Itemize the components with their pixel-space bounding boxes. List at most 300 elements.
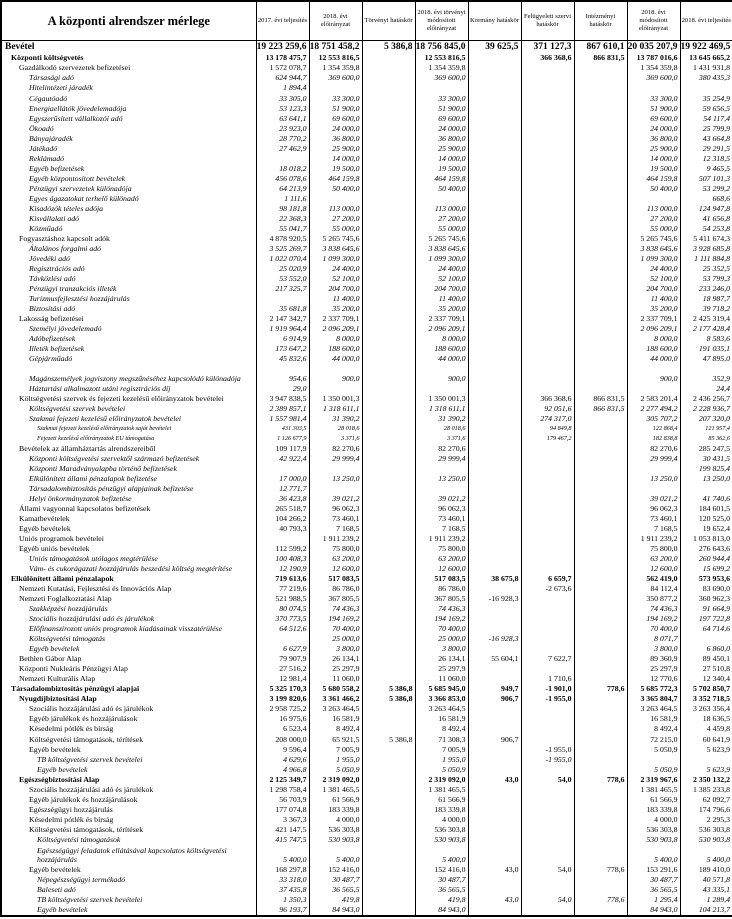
- table-row: [1, 103, 732, 113]
- table-row: [1, 874, 732, 884]
- cell-value: 6 659,7: [521, 574, 574, 584]
- cell-value: [574, 374, 627, 384]
- cell-value: [256, 634, 309, 644]
- cell-value: 194 169,2: [415, 614, 468, 624]
- table-row: [1, 744, 732, 754]
- cell-value: 536 303,8: [627, 824, 680, 834]
- cell-value: 7 168,5: [627, 524, 680, 534]
- cell-value: 5 400,0: [309, 844, 362, 864]
- cell-value: [468, 484, 521, 494]
- cell-value: 12 553 816,5: [415, 53, 468, 63]
- cell-value: [627, 464, 680, 474]
- row-label: Egyéb bevételek: [1, 644, 256, 654]
- row-label: Központi Maradványalapba történő befizetések: [1, 464, 256, 474]
- cell-value: 5 050,9: [415, 764, 468, 774]
- table-row: [1, 584, 732, 594]
- cell-value: 94 849,8: [521, 424, 574, 434]
- cell-value: 866 831,5: [574, 394, 627, 404]
- cell-value: [574, 874, 627, 884]
- cell-value: [574, 594, 627, 604]
- cell-value: [468, 534, 521, 544]
- table-row: [1, 313, 732, 323]
- cell-value: [521, 63, 574, 73]
- cell-value: [521, 644, 574, 654]
- cell-value: 456 078,6: [256, 173, 309, 183]
- cell-value: 18 636,5: [680, 714, 732, 724]
- cell-value: 109 117,9: [256, 444, 309, 454]
- cell-value: 7 622,7: [521, 654, 574, 664]
- cell-value: 39 021,2: [415, 494, 468, 504]
- table-row: [1, 384, 732, 394]
- cell-value: 5 702 850,7: [680, 684, 732, 694]
- cell-value: 63 200,0: [309, 554, 362, 564]
- row-label: Bevételek az államháztartás alrendszereiből: [1, 444, 256, 454]
- table-row: [1, 814, 732, 824]
- cell-value: 900,0: [627, 374, 680, 384]
- table-row: [1, 323, 732, 333]
- cell-value: 1 557 981,4: [256, 414, 309, 424]
- cell-value: 29 999,4: [309, 454, 362, 464]
- cell-value: [574, 664, 627, 674]
- cell-value: [468, 143, 521, 153]
- cell-value: 188 600,0: [627, 343, 680, 353]
- cell-value: [468, 364, 521, 374]
- table-row: [1, 273, 732, 283]
- cell-value: 12 771,7: [256, 484, 309, 494]
- cell-value: [574, 764, 627, 774]
- cell-value: 2 295,3: [680, 814, 732, 824]
- cell-value: [574, 754, 627, 764]
- row-label: Baleseti adó: [1, 884, 256, 894]
- table-row: [1, 834, 732, 844]
- cell-value: 5 325 170,3: [256, 684, 309, 694]
- cell-value: 1 350 001,3: [309, 394, 362, 404]
- cell-value: [468, 173, 521, 183]
- cell-value: [574, 744, 627, 754]
- cell-value: 13 178 475,7: [256, 53, 309, 63]
- row-label: Bányajáradék: [1, 133, 256, 143]
- cell-value: [256, 364, 309, 374]
- cell-value: 350 877,2: [627, 594, 680, 604]
- cell-value: [521, 243, 574, 253]
- row-label: Költségvetési támogatás: [1, 634, 256, 644]
- row-label: Turizmusfejlesztési hozzájárulás: [1, 293, 256, 303]
- cell-value: 8 000,0: [309, 333, 362, 343]
- cell-value: [574, 514, 627, 524]
- cell-value: 86 786,0: [415, 584, 468, 594]
- cell-value: 573 953,6: [680, 574, 732, 584]
- cell-value: 26 134,1: [309, 654, 362, 664]
- cell-value: [574, 634, 627, 644]
- row-label: Előfinanszírozott uniós programok kiadásainak visszatérülése: [1, 624, 256, 634]
- cell-value: [521, 474, 574, 484]
- cell-value: 40 571,8: [680, 874, 732, 884]
- cell-value: 52 100,0: [415, 273, 468, 283]
- cell-value: 61 566,9: [627, 794, 680, 804]
- cell-value: 352,9: [680, 374, 732, 384]
- cell-value: 191 035,1: [680, 343, 732, 353]
- cell-value: 89 450,1: [680, 654, 732, 664]
- cell-value: [521, 143, 574, 153]
- cell-value: [415, 384, 468, 394]
- row-label: Közműadó: [1, 223, 256, 233]
- cell-value: 35 200,0: [309, 303, 362, 313]
- cell-value: [362, 594, 415, 604]
- row-label: Egyéb központosított bevételek: [1, 173, 256, 183]
- cell-value: 1 381 465,5: [309, 784, 362, 794]
- cell-value: 53 299,2: [680, 183, 732, 193]
- cell-value: 305 707,2: [627, 414, 680, 424]
- cell-value: 16 581,9: [415, 714, 468, 724]
- cell-value: [574, 804, 627, 814]
- cell-value: 96 062,3: [415, 504, 468, 514]
- cell-value: 17 000,0: [256, 474, 309, 484]
- cell-value: 360 962,3: [680, 594, 732, 604]
- cell-value: 89 360,9: [627, 654, 680, 664]
- cell-value: 183 339,8: [627, 804, 680, 814]
- cell-value: 1 099 300,0: [309, 253, 362, 263]
- cell-value: 80 074,5: [256, 604, 309, 614]
- cell-value: 5 400,0: [680, 844, 732, 864]
- cell-value: [362, 163, 415, 173]
- cell-value: [574, 814, 627, 824]
- cell-value: [521, 724, 574, 734]
- cell-value: 8 583,6: [680, 333, 732, 343]
- table-row: [1, 564, 732, 574]
- cell-value: 5 685 772,3: [627, 684, 680, 694]
- cell-value: 1 099 300,0: [627, 253, 680, 263]
- cell-value: [521, 734, 574, 744]
- cell-value: 98 181,8: [256, 203, 309, 213]
- cell-value: 536 303,8: [680, 824, 732, 834]
- cell-value: [468, 454, 521, 464]
- table-row: [1, 404, 732, 414]
- cell-value: 36 800,0: [627, 133, 680, 143]
- row-label: Fogyasztáshoz kapcsolt adók: [1, 233, 256, 243]
- cell-value: 24 400,0: [309, 263, 362, 273]
- cell-value: 73 460,1: [415, 514, 468, 524]
- cell-value: [362, 884, 415, 894]
- cell-value: [521, 884, 574, 894]
- cell-value: [521, 624, 574, 634]
- cell-value: 64 512,6: [256, 624, 309, 634]
- cell-value: [468, 153, 521, 163]
- cell-value: [468, 664, 521, 674]
- cell-value: 55 000,0: [627, 223, 680, 233]
- cell-value: [256, 534, 309, 544]
- cell-value: [521, 103, 574, 113]
- cell-value: [362, 444, 415, 454]
- cell-value: 74 436,3: [309, 604, 362, 614]
- cell-value: [574, 203, 627, 213]
- cell-value: [468, 213, 521, 223]
- cell-value: [362, 584, 415, 594]
- table-row: [1, 594, 732, 604]
- cell-value: 33 300,0: [627, 93, 680, 103]
- cell-value: [521, 784, 574, 794]
- cell-value: [521, 303, 574, 313]
- cell-value: 69 600,0: [309, 113, 362, 123]
- cell-value: [468, 494, 521, 504]
- cell-value: [468, 263, 521, 273]
- cell-value: 61 566,9: [309, 794, 362, 804]
- cell-value: [521, 253, 574, 263]
- cell-value: 38 675,8: [468, 574, 521, 584]
- cell-value: 12 190,9: [256, 564, 309, 574]
- row-label: Társasági adó: [1, 73, 256, 83]
- cell-value: 122 868,4: [627, 424, 680, 434]
- cell-value: 419,8: [309, 894, 362, 904]
- row-label: Nemzeti Foglalkoztatási Alap: [1, 594, 256, 604]
- cell-value: [362, 564, 415, 574]
- cell-value: [521, 534, 574, 544]
- cell-value: 1 111,6: [256, 193, 309, 203]
- cell-value: [468, 504, 521, 514]
- cell-value: 11 400,0: [309, 293, 362, 303]
- cell-value: 2 319 092,0: [309, 774, 362, 784]
- cell-value: 55 000,0: [309, 223, 362, 233]
- cell-value: 70 400,0: [309, 624, 362, 634]
- cell-value: [574, 844, 627, 864]
- cell-value: 5 386,8: [362, 734, 415, 744]
- cell-value: 12 553 816,5: [309, 53, 362, 63]
- row-label: Energiaellátók jövedelemadója: [1, 103, 256, 113]
- cell-value: 536 303,8: [415, 824, 468, 834]
- table-row: [1, 544, 732, 554]
- cell-value: [468, 93, 521, 103]
- cell-value: 53 123,3: [256, 103, 309, 113]
- cell-value: 55 041,7: [256, 223, 309, 233]
- row-label: Uniós programok bevételei: [1, 534, 256, 544]
- cell-value: 189 410,0: [680, 864, 732, 874]
- row-label: Vám- és cukorágazati hozzájárulás beszedési költség megtérítése: [1, 564, 256, 574]
- cell-value: [521, 514, 574, 524]
- cell-value: 56 703,9: [256, 794, 309, 804]
- cell-value: [574, 644, 627, 654]
- cell-value: [468, 604, 521, 614]
- cell-value: [468, 804, 521, 814]
- cell-value: 79 907,9: [256, 654, 309, 664]
- cell-value: 2 425 319,4: [680, 313, 732, 323]
- table-row: [1, 884, 732, 894]
- cell-value: 25 900,0: [309, 143, 362, 153]
- cell-value: [574, 163, 627, 173]
- cell-value: 42 922,4: [256, 454, 309, 464]
- cell-value: [468, 83, 521, 93]
- cell-value: [574, 674, 627, 684]
- cell-value: 370 773,5: [256, 614, 309, 624]
- cell-value: 30 487,7: [627, 874, 680, 884]
- cell-value: [574, 834, 627, 844]
- cell-value: 37 435,8: [256, 884, 309, 894]
- cell-value: 13 250,0: [680, 474, 732, 484]
- cell-value: [627, 484, 680, 494]
- row-label: Távközlési adó: [1, 273, 256, 283]
- cell-value: [574, 83, 627, 93]
- cell-value: 866 831,5: [574, 404, 627, 414]
- table-row: [1, 93, 732, 103]
- cell-value: 3 371,6: [309, 434, 362, 444]
- row-label: Központi költségvetési szervektől származó befizetések: [1, 454, 256, 464]
- cell-value: [680, 83, 732, 93]
- cell-value: 35 200,0: [415, 303, 468, 313]
- table-row: [1, 464, 732, 474]
- cell-value: [362, 514, 415, 524]
- cell-value: 19 500,0: [415, 163, 468, 173]
- cell-value: 7 005,9: [415, 744, 468, 754]
- table-row: [1, 754, 732, 764]
- cell-value: 2 319 967,6: [627, 774, 680, 784]
- table-row: [1, 474, 732, 484]
- cell-value: 9 465,5: [680, 163, 732, 173]
- cell-value: 4 966,8: [256, 764, 309, 774]
- cell-value: 900,0: [415, 374, 468, 384]
- cell-value: 2 436 256,7: [680, 394, 732, 404]
- cell-value: 72 215,0: [627, 734, 680, 744]
- table-row: [1, 333, 732, 343]
- row-label: Helyi önkormányzatok befizetése: [1, 494, 256, 504]
- cell-value: 113 000,0: [309, 203, 362, 213]
- cell-value: [362, 233, 415, 243]
- cell-value: [521, 93, 574, 103]
- cell-value: [362, 664, 415, 674]
- cell-value: [574, 504, 627, 514]
- cell-value: 35 254,9: [680, 93, 732, 103]
- cell-value: [468, 394, 521, 404]
- cell-value: 6 860,0: [680, 644, 732, 654]
- cell-value: [521, 564, 574, 574]
- cell-value: 13 787 016,6: [627, 53, 680, 63]
- column-header-2018-teljesites: 2018. évi teljesítés: [680, 1, 732, 41]
- cell-value: 65 921,5: [309, 734, 362, 744]
- cell-value: 25 297,9: [309, 664, 362, 674]
- cell-value: 52 100,0: [309, 273, 362, 283]
- cell-value: [468, 624, 521, 634]
- row-label: Háztartási alkalmazott utáni regisztrációs díj: [1, 384, 256, 394]
- cell-value: 55 604,1: [468, 654, 521, 664]
- row-label: Pénzügyi tranzakciós illeték: [1, 283, 256, 293]
- row-label: Szociális hozzájárulási adó és járulékok: [1, 784, 256, 794]
- cell-value: 5 685 945,0: [415, 684, 468, 694]
- cell-value: 207 320,0: [680, 414, 732, 424]
- cell-value: [521, 364, 574, 374]
- cell-value: 3 366 853,0: [415, 694, 468, 704]
- cell-value: 778,6: [574, 864, 627, 874]
- cell-value: 86 786,0: [309, 584, 362, 594]
- cell-value: 276 643,6: [680, 544, 732, 554]
- cell-value: [362, 764, 415, 774]
- cell-value: [468, 123, 521, 133]
- row-label: Reklámadó: [1, 153, 256, 163]
- cell-value: [362, 313, 415, 323]
- cell-value: [362, 824, 415, 834]
- row-label: Egyéb befizetések: [1, 163, 256, 173]
- cell-value: [574, 524, 627, 534]
- cell-value: [468, 253, 521, 263]
- cell-value: [574, 484, 627, 494]
- cell-value: 371 127,3: [521, 41, 574, 54]
- cell-value: 2 177 428,4: [680, 323, 732, 333]
- cell-value: 41 656,8: [680, 213, 732, 223]
- table-row: [1, 694, 732, 704]
- cell-value: 1 381 465,5: [415, 784, 468, 794]
- table-row: [1, 263, 732, 273]
- cell-value: [309, 464, 362, 474]
- cell-value: [362, 223, 415, 233]
- cell-value: 3 947 838,5: [256, 394, 309, 404]
- row-label: Elkülönített állami pénzalapok: [1, 574, 256, 584]
- cell-value: [468, 113, 521, 123]
- cell-value: 8 492,4: [309, 724, 362, 734]
- cell-value: 4 878 920,5: [256, 233, 309, 243]
- table-row: [1, 213, 732, 223]
- row-label: Nyugdíjbiztosítási Alap: [1, 694, 256, 704]
- cell-value: [574, 123, 627, 133]
- cell-value: 1 955,0: [415, 754, 468, 764]
- cell-value: 40 793,3: [256, 524, 309, 534]
- cell-value: 8 071,7: [627, 634, 680, 644]
- cell-value: 173 647,2: [256, 343, 309, 353]
- cell-value: 6 523,4: [256, 724, 309, 734]
- column-header-felugyeleti-hataskor: Felügyeleti szervi hatáskör: [521, 1, 574, 41]
- cell-value: 188 600,0: [309, 343, 362, 353]
- column-header-2017-teljesites: 2017. évi teljesítés: [256, 1, 309, 41]
- cell-value: [574, 794, 627, 804]
- cell-value: 3 365 804,7: [627, 694, 680, 704]
- row-label: Népegészségügyi termékadó: [1, 874, 256, 884]
- cell-value: 7 168,5: [309, 524, 362, 534]
- row-label: Szakmai fejezeti kezelésű előirányzatok bevételei: [1, 414, 256, 424]
- cell-value: [574, 724, 627, 734]
- cell-value: 2 277 494,2: [627, 404, 680, 414]
- table-row: [1, 714, 732, 724]
- cell-value: [468, 514, 521, 524]
- table-row: [1, 504, 732, 514]
- row-label: Egyéb bevételek: [1, 744, 256, 754]
- cell-value: 3 371,6: [415, 434, 468, 444]
- row-label: Szakképzési hozzájárulás: [1, 604, 256, 614]
- cell-value: 182 838,8: [627, 434, 680, 444]
- cell-value: [362, 93, 415, 103]
- table-row: [1, 794, 732, 804]
- cell-value: 25 352,5: [680, 263, 732, 273]
- cell-value: 33 300,0: [415, 93, 468, 103]
- cell-value: 25 020,9: [256, 263, 309, 273]
- table-row: [1, 784, 732, 794]
- cell-value: [362, 464, 415, 474]
- cell-value: [521, 904, 574, 916]
- cell-value: [362, 103, 415, 113]
- cell-value: 63 200,0: [415, 554, 468, 564]
- cell-value: [468, 434, 521, 444]
- cell-value: 2 337 709,1: [415, 313, 468, 323]
- table-row: [1, 424, 732, 434]
- cell-value: 22 368,3: [256, 213, 309, 223]
- cell-value: [362, 203, 415, 213]
- cell-value: 3 367,3: [256, 814, 309, 824]
- cell-value: 1 354 359,8: [627, 63, 680, 73]
- cell-value: 43,0: [468, 774, 521, 784]
- cell-value: 208 000,0: [256, 734, 309, 744]
- cell-value: 2 319 092,0: [415, 774, 468, 784]
- row-label: Késedelmi pótlék és bírság: [1, 724, 256, 734]
- cell-value: [521, 203, 574, 213]
- cell-value: 19 652,4: [680, 524, 732, 534]
- cell-value: [468, 844, 521, 864]
- cell-value: 1 354 359,8: [309, 63, 362, 73]
- cell-value: [680, 364, 732, 374]
- cell-value: 3 525 269,7: [256, 243, 309, 253]
